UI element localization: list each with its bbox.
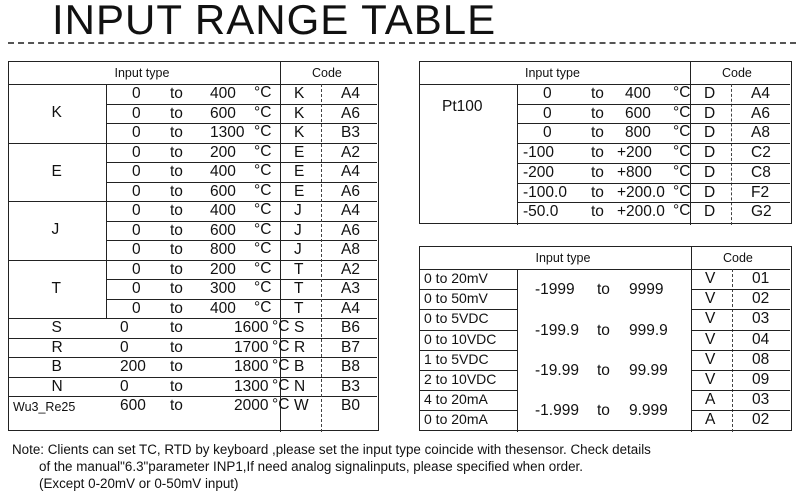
input-type-label: J [51,221,60,239]
range-to-word: to [597,402,610,420]
input-type-label: T [51,279,61,297]
grid-line [691,247,692,432]
note-line-2: of the manual"6.3"parameter INP1,If need analog signalinputs, please specified when order. [39,459,583,474]
input-signal-label: 0 to 20mV [424,270,488,286]
code-letter: D [704,183,716,201]
range-to: 2000 [234,397,269,414]
code-value: B7 [341,338,360,356]
grid-line [106,201,107,260]
range-to-word: to [170,163,183,180]
range-to: 600 [210,104,236,122]
code-letter: S [294,319,305,336]
range-to-word: to [597,321,610,339]
unit-celsius: °C [254,162,272,179]
unit-celsius: °C [673,143,691,161]
code-letter: D [704,85,716,102]
code-letter: T [294,280,304,297]
code-letter: D [704,144,716,162]
thermocouple-table [8,61,379,431]
range-from: -19.99 [535,361,579,379]
range-to-word: to [170,182,183,200]
range-to: 99.99 [629,361,668,379]
unit-celsius: °C [254,103,272,121]
range-to-word: to [591,104,604,122]
code-value: A6 [341,221,360,239]
grid-line [106,84,107,143]
code-value: A2 [341,260,360,278]
range-to: 300 [210,280,236,297]
unit-celsius: °C [254,279,272,296]
unit-celsius: °C [673,103,691,121]
range-to-word: to [591,85,604,102]
grid-line [517,123,790,124]
input-signal-label: 0 to 10VDC [424,330,497,347]
code-value: C8 [751,163,771,181]
input-signal-label: 4 to 20mA [424,391,488,408]
range-from: 0 [120,338,129,356]
code-letter: V [705,290,716,308]
code-letter: V [705,270,716,287]
range-from: 0 [132,143,141,161]
input-type-label: S [51,319,62,336]
unit-celsius: °C [673,162,691,180]
code-value: F2 [751,183,770,201]
code-letter: J [294,202,302,219]
note-line-1: Note: Clients can set TC, RTD by keyboard ,please set the input type coincide with thesensor. Check details [12,442,651,457]
code-letter: D [704,203,716,221]
range-to: +800 [617,163,652,181]
code-letter: J [294,221,302,239]
code-letter: N [294,377,306,395]
code-value: 03 [752,391,770,409]
range-to: +200.0 [617,203,665,221]
input-signal-label: 1 to 5VDC [424,350,489,367]
note [12,441,798,492]
column-header-input-type: Input type [535,251,591,265]
code-value: A4 [751,85,770,102]
range-from: 0 [132,241,141,258]
range-to: 400 [210,163,236,180]
unit-celsius: °C [272,337,290,355]
range-to: 1700 [234,338,269,356]
code-value: G2 [751,203,772,221]
code-letter: K [294,124,305,141]
column-header-input-type: Input type [525,66,580,80]
input-type-label: B [51,358,62,375]
range-from: 0 [132,299,141,317]
range-to: +200.0 [617,183,665,201]
grid-line [106,240,377,241]
grid-line [517,269,518,432]
unit-celsius: °C [254,142,272,160]
code-letter: V [705,310,716,328]
range-from: 0 [543,104,552,122]
input-type-label: E [51,162,62,180]
range-to: 9.999 [629,402,668,420]
range-to-word: to [170,358,183,375]
range-from: -100.0 [523,183,567,201]
range-to-word: to [170,221,183,239]
range-from: 0 [543,124,552,142]
range-to-word: to [591,203,604,221]
input-type-label: K [51,104,62,122]
code-value: B3 [341,124,360,141]
grid-line [106,279,377,280]
column-header-code: Code [722,66,752,80]
column-header-input-type: Input type [114,66,170,80]
code-separator [731,84,732,225]
range-to: 600 [210,221,236,239]
range-from: 0 [132,202,141,219]
code-letter: E [294,163,305,180]
range-to: 600 [625,104,651,122]
grid-line [106,182,377,183]
unit-celsius: °C [254,123,272,140]
range-from: 600 [120,397,146,414]
range-to-word: to [170,319,183,336]
code-letter: T [294,299,304,317]
code-letter: W [294,397,309,414]
range-from: 0 [132,124,141,141]
code-letter: D [704,124,716,142]
range-to-word: to [170,397,183,414]
code-value: B6 [341,319,360,336]
range-to: 200 [210,143,236,161]
range-from: -199.9 [535,321,579,339]
unit-celsius: °C [272,396,290,413]
column-header-code: Code [312,66,342,80]
code-letter: R [294,338,306,356]
code-value: B3 [341,377,360,395]
range-from: 0 [132,260,141,278]
rtd-table [419,61,792,224]
unit-celsius: °C [254,298,272,316]
page-title: INPUT RANGE TABLE [52,0,497,43]
code-letter: V [705,330,716,348]
code-value: 01 [752,270,770,287]
range-to-word: to [170,143,183,161]
range-to-word: to [591,183,604,201]
range-to-word: to [170,260,183,278]
code-value: A4 [341,85,360,102]
range-from: 0 [132,85,141,102]
unit-celsius: °C [254,220,272,238]
code-value: A4 [341,299,360,317]
code-letter: D [704,163,716,181]
range-to: 200 [210,260,236,278]
input-type-label: R [51,338,63,356]
range-to-word: to [170,85,183,102]
range-from: 0 [132,221,141,239]
range-from: 200 [120,358,146,375]
range-to-word: to [170,338,183,356]
code-value: 09 [752,371,770,388]
range-to-word: to [591,144,604,162]
code-letter: K [294,85,305,102]
code-value: A8 [751,124,770,142]
unit-celsius: °C [272,357,290,374]
range-from: 0 [132,182,141,200]
grid-line [106,162,377,163]
range-from: 0 [132,280,141,297]
grid-line [106,260,107,319]
code-letter: V [705,371,716,388]
range-to: 400 [210,202,236,219]
code-value: A3 [341,280,360,297]
grid-line [106,104,377,105]
unit-celsius: °C [254,201,272,218]
range-to: 9999 [629,281,664,299]
note-line-3: (Except 0-20mV or 0-50mV input) [39,476,239,491]
code-value: A8 [341,241,360,258]
range-to: 400 [210,299,236,317]
input-type-label: Pt100 [442,98,483,115]
unit-celsius: °C [272,376,290,394]
range-from: 0 [132,163,141,180]
grid-line [517,143,790,144]
code-value: A6 [751,104,770,122]
range-to-word: to [170,104,183,122]
code-value: 02 [752,290,770,308]
range-to: 600 [210,182,236,200]
range-to: 1800 [234,358,269,375]
unit-celsius: °C [254,240,272,257]
unit-celsius: °C [673,84,691,101]
unit-celsius: °C [272,318,290,335]
input-signal-label: 2 to 10VDC [424,371,497,387]
code-value: A4 [341,163,360,180]
range-from: 0 [120,377,129,395]
range-to: 800 [210,241,236,258]
range-from: 0 [120,319,129,336]
code-value: 03 [752,310,770,328]
code-letter: A [705,391,716,409]
range-to-word: to [597,281,610,299]
range-from: -100 [523,144,555,162]
code-letter: V [705,350,716,368]
range-from: 0 [543,85,552,102]
range-to-word: to [170,280,183,297]
code-value: A6 [341,182,360,200]
range-to: 1300 [234,377,269,395]
grid-line [106,221,377,222]
range-from: 0 [132,104,141,122]
range-to-word: to [170,299,183,317]
grid-line [517,84,518,225]
range-to-word: to [170,377,183,395]
input-type-label: Wu3_Re25 [13,400,76,414]
range-to-word: to [591,163,604,181]
unit-celsius: °C [673,202,691,220]
unit-celsius: °C [673,182,691,200]
range-to-word: to [597,361,610,379]
column-header-code: Code [723,251,753,265]
code-letter: D [704,104,716,122]
grid-line [106,299,377,300]
range-from: -50.0 [523,203,559,221]
range-to: 400 [625,85,651,102]
code-value: C2 [751,144,771,162]
range-to: 400 [210,85,236,102]
grid-line [106,143,107,202]
unit-celsius: °C [254,259,272,277]
range-to: 1600 [234,319,269,336]
range-to-word: to [170,124,183,141]
range-to: 999.9 [629,321,668,339]
code-letter: A [705,411,716,429]
grid-line [517,104,790,105]
title-divider [8,42,796,44]
grid-line [420,84,790,85]
code-separator [321,84,322,432]
unit-celsius: °C [254,181,272,199]
code-letter: J [294,241,302,258]
code-value: 02 [752,411,770,429]
code-value: A2 [341,143,360,161]
range-from: -1.999 [535,402,579,420]
code-value: 08 [752,350,770,368]
unit-celsius: °C [673,123,691,141]
range-to-word: to [170,202,183,219]
code-value: A4 [341,202,360,219]
code-value: A6 [341,104,360,122]
code-letter: K [294,104,305,122]
unit-celsius: °C [254,84,272,101]
code-letter: E [294,182,305,200]
range-to: +200 [617,144,652,162]
code-letter: B [294,358,305,375]
code-value: B8 [341,358,360,375]
input-type-label: N [51,377,63,395]
range-to-word: to [170,241,183,258]
range-from: -200 [523,163,555,181]
range-to-word: to [591,124,604,142]
range-to: 1300 [210,124,245,141]
code-letter: E [294,143,305,161]
grid-line [517,163,790,164]
code-value: B0 [341,397,360,414]
code-value: 04 [752,330,770,348]
range-to: 800 [625,124,651,142]
analog-table [419,246,792,431]
input-signal-label: 0 to 20mA [424,411,488,428]
input-signal-label: 0 to 5VDC [424,310,489,327]
code-letter: T [294,260,304,278]
range-from: -1999 [535,281,575,299]
input-signal-label: 0 to 50mV [424,290,488,307]
